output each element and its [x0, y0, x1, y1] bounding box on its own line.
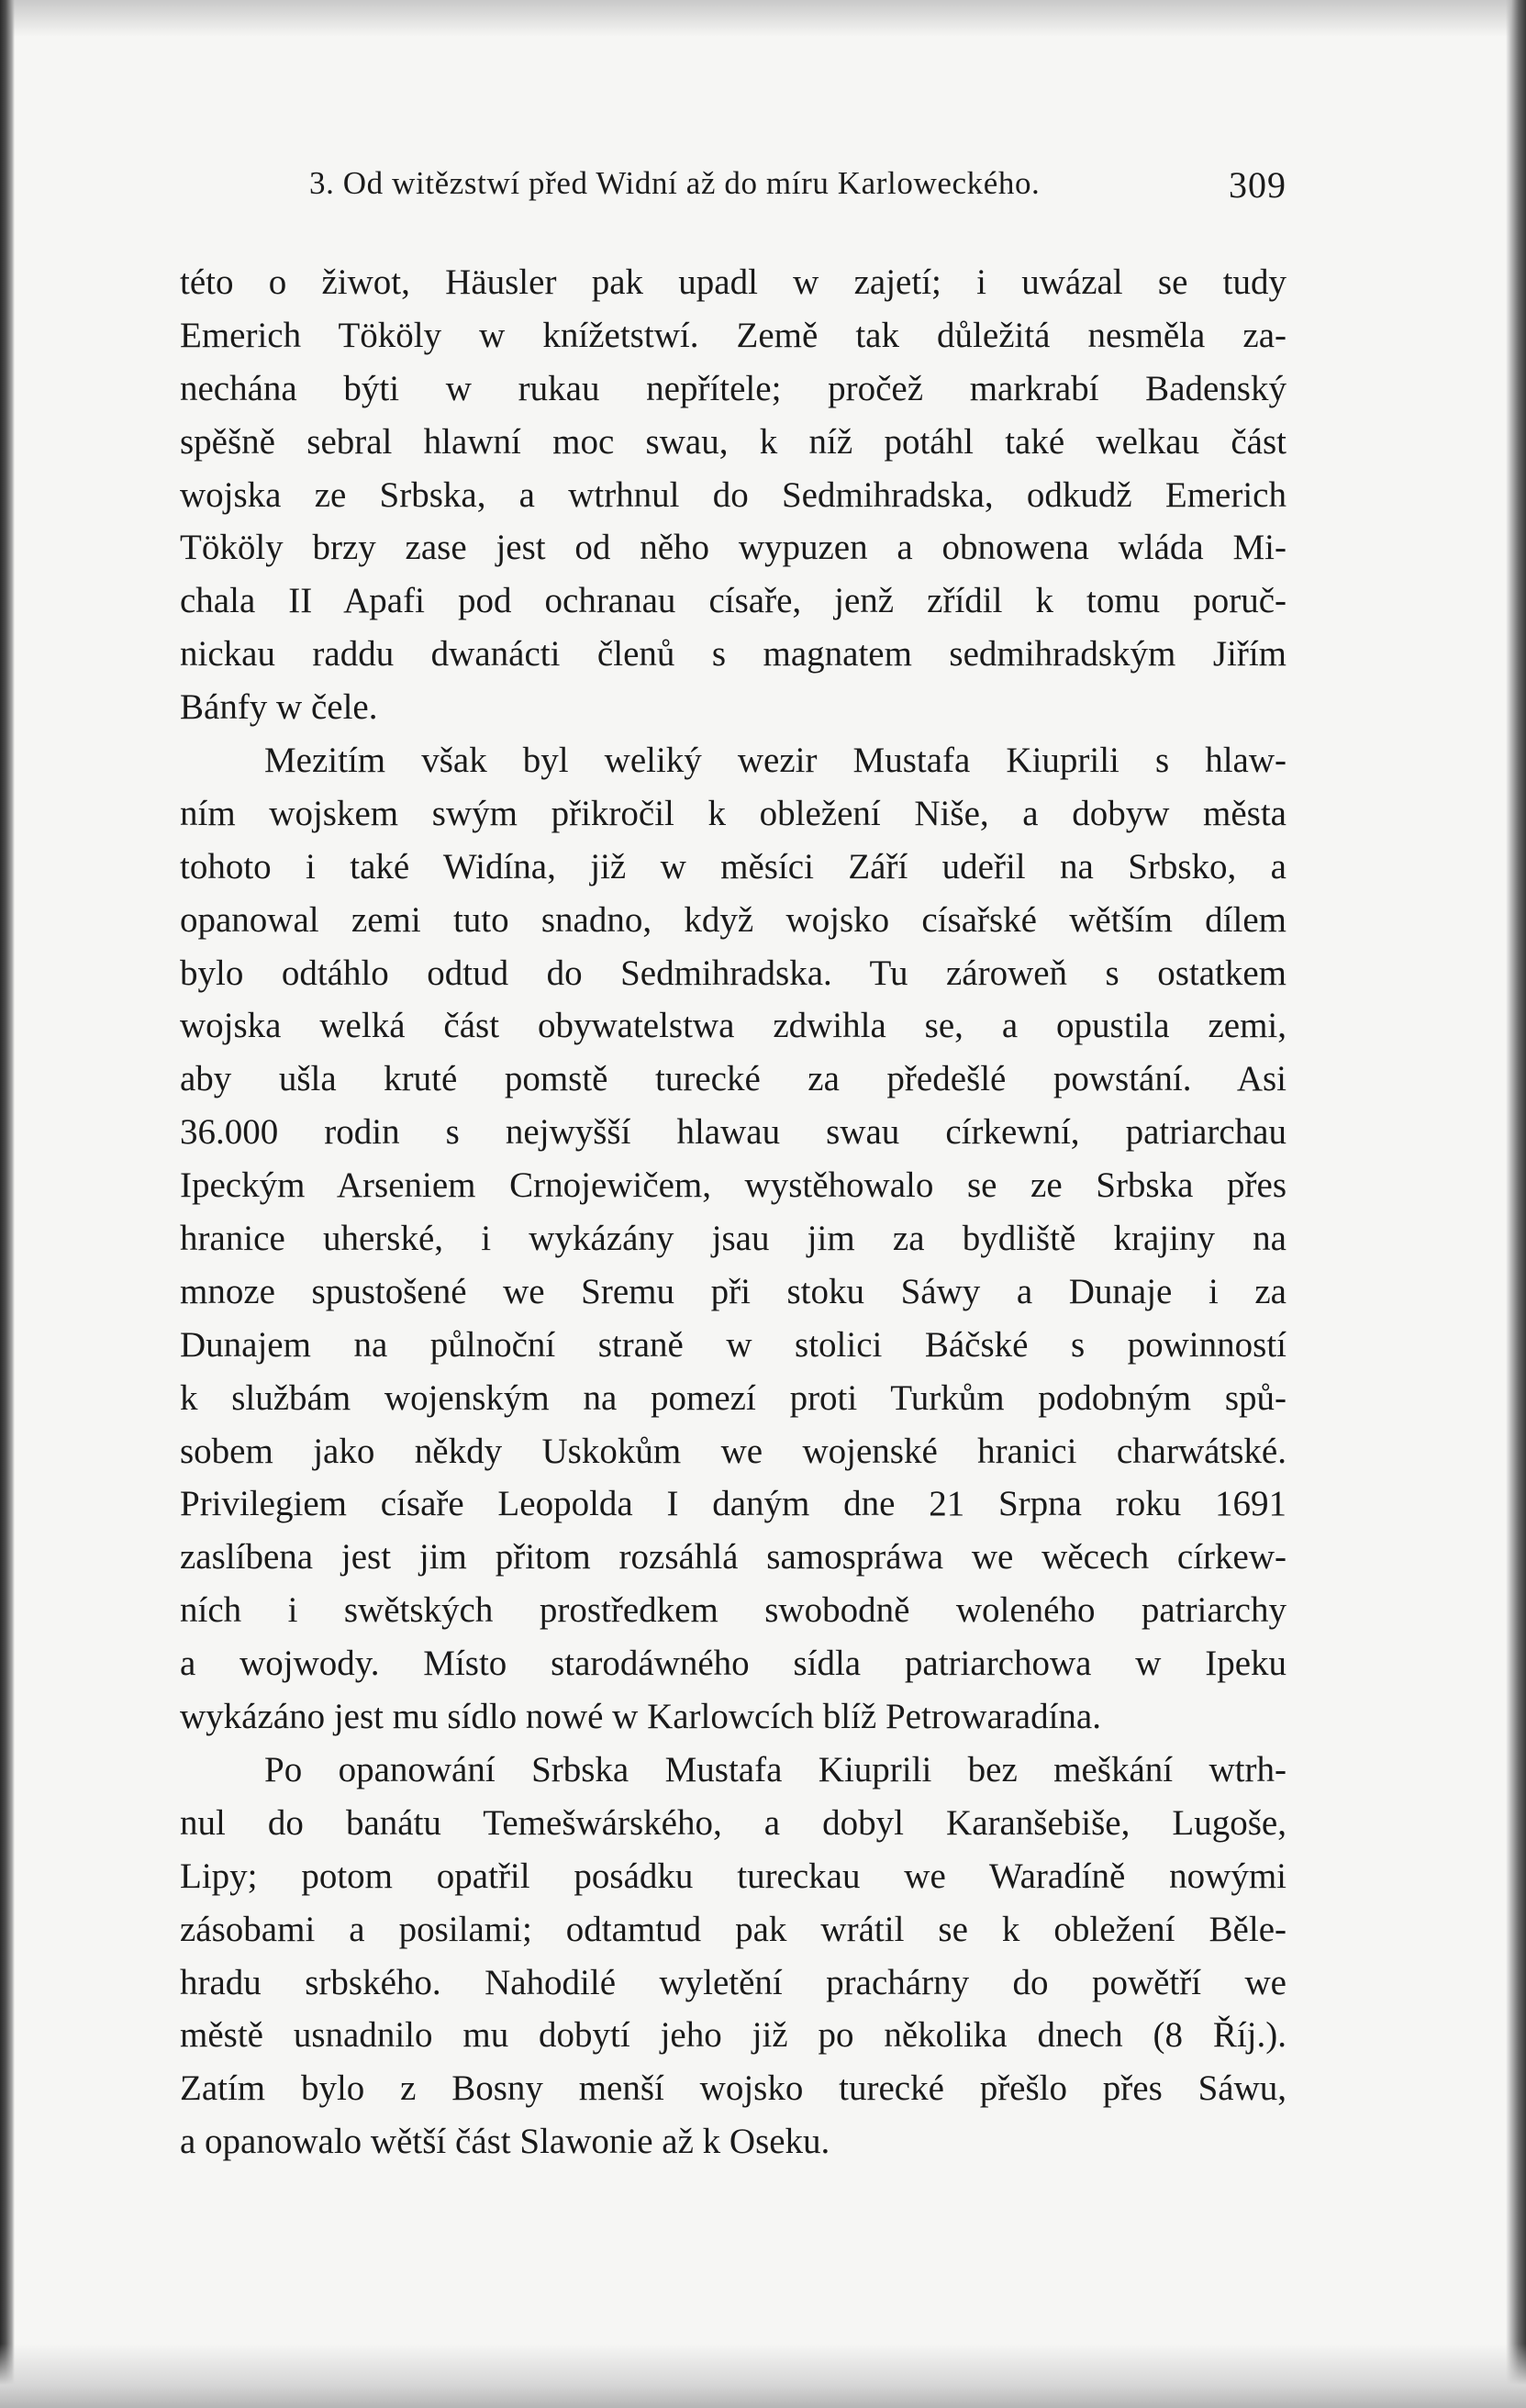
text-line: sobem jako někdy Uskokům we wojenské hranici charwátské. [180, 1431, 1287, 1471]
text-line: spěšně sebral hlawní moc swau, k níž potáhl také welkau část [180, 421, 1287, 462]
text-line: ním wojskem swým přikročil k obležení Niše, a dobyw města [180, 793, 1287, 833]
paragraph-end-line: a opanowalo wětší část Slawonie až k Oseku. [180, 2122, 830, 2162]
running-head [309, 165, 1287, 211]
text-line: Tököly brzy zase jest od něho wypuzen a obnowena wláda Mi- [180, 528, 1287, 568]
text-line: zásobami a posilami; odtamtud pak wrátil se k obležení Běle- [180, 1909, 1287, 1949]
text-line: Lipy; potom opatřil posádku tureckau we Waradíně nowými [180, 1856, 1287, 1896]
text-line: nickau raddu dwanácti členů s magnatem sedmihradským Jiřím [180, 634, 1287, 674]
text-line: nul do banátu Temešwárského, a dobyl Karanšebiše, Lugoše, [180, 1802, 1287, 1843]
text-line: Dunajem na půlnoční straně w stolici Báčské s powinností [180, 1324, 1287, 1365]
text-line: wojska ze Srbska, a wtrhnul do Sedmihradska, odkudž Emerich [180, 474, 1287, 515]
text-line: k službám wojenským na pomezí proti Turkům podobným spů- [180, 1377, 1287, 1418]
text-line: 36.000 rodin s nejwyšší hlawau swau církewní, patriarchau [180, 1112, 1287, 1153]
text-line: hranice uherské, i wykázány jsau jim za bydliště krajiny na [180, 1219, 1287, 1259]
paragraph-end-line: Bánfy w čele. [180, 687, 378, 728]
text-line: aby ušla kruté pomstě turecké za předešlé powstání. Asi [180, 1059, 1287, 1099]
page-bottom-shadow [0, 2344, 1526, 2408]
text-line: Zatím bylo z Bosny menší wojsko turecké přešlo přes Sáwu, [180, 2068, 1287, 2109]
text-line: wojska welká část obywatelstwa zdwihla se, a opustila zemi, [180, 1006, 1287, 1046]
body-text [180, 256, 1287, 2168]
text-line: bylo odtáhlo odtud do Sedmihradska. Tu zároweň s ostatkem [180, 953, 1287, 993]
page-right-edge [1506, 0, 1526, 2408]
paragraph-end-line: wykázáno jest mu sídlo nowé w Karlowcích blíž Petrowaradína. [180, 1697, 1101, 1737]
text-line: nechána býti w rukau nepřítele; pročež markrabí Badenský [180, 368, 1287, 408]
text-line: Emerich Tököly w knížetstwí. Země tak důležitá nesměla za- [180, 315, 1287, 355]
text-line: ních i swětských prostředkem swobodně woleného patriarchy [180, 1590, 1287, 1631]
text-line: hradu srbského. Nahodilé wyletění prachárny do powětří we [180, 1962, 1287, 2002]
text-line: Ipeckým Arseniem Crnojewičem, wystěhowalo se ze Srbska přes [180, 1165, 1287, 1206]
page-left-edge [0, 0, 15, 2408]
paragraph-start-line: Mezitím však byl weliký wezir Mustafa Kiuprili s hlaw- [264, 741, 1287, 781]
running-title: 3. Od witězstwí před Widní až do míru Karloweckého. [309, 165, 1041, 201]
text-line: mnoze spustošené we Sremu při stoku Sáwy a Dunaje i za [180, 1271, 1287, 1311]
text-line: městě usnadnilo mu dobytí jeho již po několika dnech (8 Říj.). [180, 2015, 1287, 2056]
text-line: této o žiwot, Häusler pak upadl w zajetí; i uwázal se tudy [180, 262, 1287, 302]
text-line: zaslíbena jest jim přitom rozsáhlá samospráwa we wěcech církew- [180, 1537, 1287, 1577]
text-line: opanowal zemi tuto snadno, když wojsko císařské wětším dílem [180, 899, 1287, 940]
text-line: Privilegiem císaře Leopolda I daným dne 21 Srpna roku 1691 [180, 1484, 1287, 1524]
page-number: 309 [1229, 164, 1287, 206]
text-line: chala II Apafi pod ochranau císaře, jenž zřídil k tomu poruč- [180, 581, 1287, 621]
text-line: tohoto i také Widína, již w měsíci Září udeřil na Srbsko, a [180, 846, 1287, 886]
page-top-shadow [0, 0, 1526, 37]
paragraph-start-line: Po opanowání Srbska Mustafa Kiuprili bez meškání wtrh- [264, 1749, 1287, 1789]
text-line: a wojwody. Místo starodáwného sídla patriarchowa w Ipeku [180, 1644, 1287, 1684]
